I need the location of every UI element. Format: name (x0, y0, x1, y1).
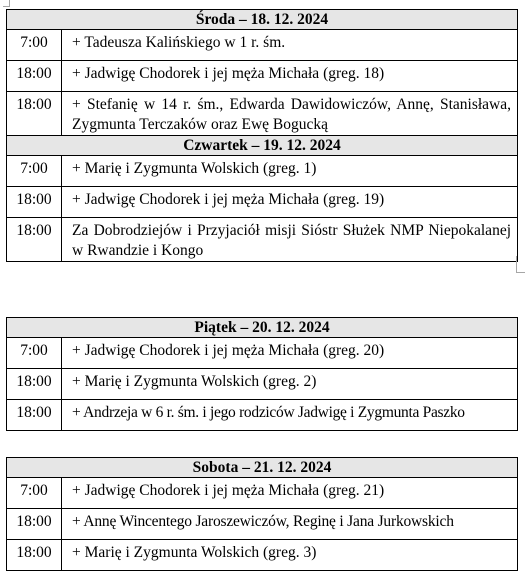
day-header-wednesday: Środa – 18. 12. 2024 (7, 10, 518, 30)
mass-intention: + Annę Wincentego Jaroszewiczów, Reginę i Jana Jurkowskich (62, 509, 518, 540)
day-header-thursday: Czwartek – 19. 12. 2024 (7, 136, 518, 156)
schedule-table-friday (6, 317, 518, 431)
mass-intention: + Marię i Zygmunta Wolskich (greg. 2) (62, 369, 518, 400)
mass-intention: + Jadwigę Chodorek i jej męża Michała (greg. 21) (62, 478, 518, 509)
page-break-mark (516, 256, 525, 273)
mass-time: 18:00 (7, 509, 62, 540)
day-header-saturday: Sobota – 21. 12. 2024 (7, 458, 518, 478)
mass-time: 18:00 (7, 400, 62, 431)
mass-time: 18:00 (7, 369, 62, 400)
mass-intention: + Stefanię w 14 r. śm., Edwarda Dawidowiczów, Annę, Stanisława, Zygmunta Terczaków oraz Ewę Bogucką (62, 92, 518, 136)
mass-time: 18:00 (7, 187, 62, 218)
mass-intention: + Jadwigę Chodorek i jej męża Michała (greg. 19) (62, 187, 518, 218)
mass-intention: + Jadwigę Chodorek i jej męża Michała (greg. 18) (62, 61, 518, 92)
mass-intention: + Marię i Zygmunta Wolskich (greg. 1) (62, 156, 518, 187)
page-corner-mark (3, 0, 10, 7)
mass-intention: + Marię i Zygmunta Wolskich (greg. 3) (62, 540, 518, 571)
mass-time: 18:00 (7, 61, 62, 92)
mass-intention: + Jadwigę Chodorek i jej męża Michała (greg. 20) (62, 338, 518, 369)
day-header-friday: Piątek – 20. 12. 2024 (7, 318, 518, 338)
mass-time: 18:00 (7, 218, 62, 262)
schedule-table-wed-thu (6, 9, 518, 262)
mass-intention: + Andrzeja w 6 r. śm. i jego rodziców Jadwigę i Zygmunta Paszko (62, 400, 518, 431)
mass-time: 18:00 (7, 540, 62, 571)
mass-intention: Za Dobrodziejów i Przyjaciół misji Sióstr Służek NMP Niepokalanej w Rwandzie i Kongo (62, 218, 518, 262)
mass-time: 7:00 (7, 478, 62, 509)
mass-time: 7:00 (7, 338, 62, 369)
mass-time: 7:00 (7, 30, 62, 61)
schedule-table-saturday (6, 457, 518, 571)
mass-time: 7:00 (7, 156, 62, 187)
mass-intention: + Tadeusza Kalińskiego w 1 r. śm. (62, 30, 518, 61)
mass-time: 18:00 (7, 92, 62, 136)
